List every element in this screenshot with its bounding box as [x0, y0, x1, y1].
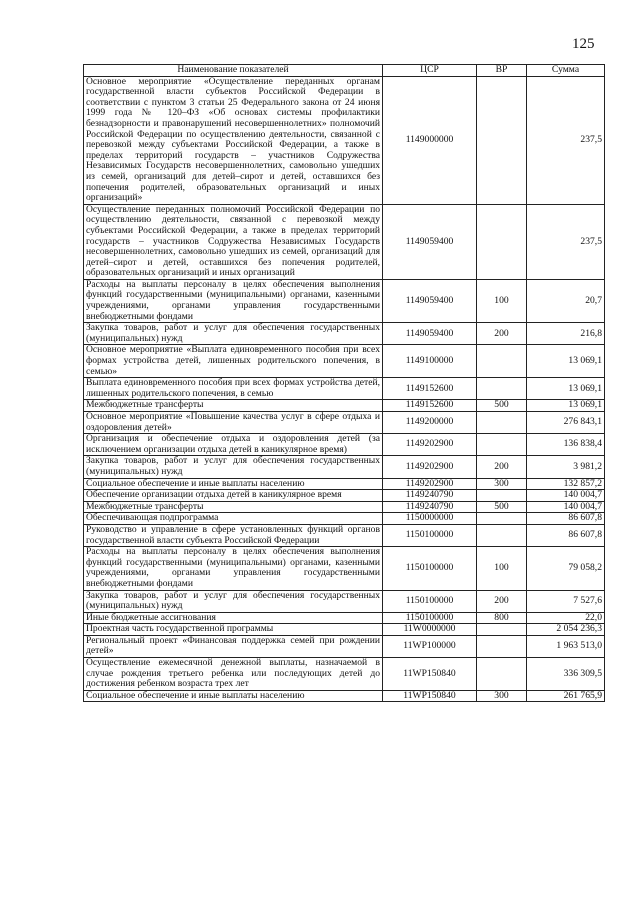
- row-sum: 136 838,4: [527, 434, 605, 456]
- row-vr: 100: [477, 279, 527, 322]
- row-name: Закупка товаров, работ и услуг для обеспечения государственных (муниципальных) нужд: [84, 323, 383, 345]
- row-sum: 20,7: [527, 279, 605, 322]
- table-row: [84, 624, 605, 636]
- row-vr: [477, 513, 527, 525]
- row-vr: 200: [477, 590, 527, 612]
- row-vr: [477, 624, 527, 636]
- row-name: Обеспечение организации отдыха детей в каникулярное время: [84, 490, 383, 502]
- row-sum: 140 004,7: [527, 490, 605, 502]
- row-sum: 86 607,8: [527, 513, 605, 525]
- row-vr: [477, 412, 527, 434]
- row-sum: 261 765,9: [527, 690, 605, 702]
- row-csr: 11WP150840: [383, 658, 477, 691]
- table-row: [84, 456, 605, 478]
- row-csr: 11WP150840: [383, 690, 477, 702]
- row-sum: 86 607,8: [527, 524, 605, 546]
- row-vr: 300: [477, 690, 527, 702]
- row-vr: 500: [477, 501, 527, 513]
- row-name: Выплата единовременного пособия при всех формах устройства детей, лишенных родительского попечения, в семью: [84, 378, 383, 400]
- row-vr: 500: [477, 400, 527, 412]
- table-row: [84, 658, 605, 691]
- row-name: Осуществление ежемесячной денежной выплаты, назначаемой в случае рождения третьего ребенка или последующих детей до достижения ребенком возраста трех лет: [84, 658, 383, 691]
- row-csr: 1149059400: [383, 323, 477, 345]
- header-row: [84, 65, 605, 77]
- row-sum: 13 069,1: [527, 400, 605, 412]
- row-csr: 1149202900: [383, 478, 477, 490]
- row-vr: [477, 434, 527, 456]
- row-sum: 237,5: [527, 76, 605, 204]
- table-row: [84, 323, 605, 345]
- row-sum: 2 054 236,3: [527, 624, 605, 636]
- table-row: [84, 434, 605, 456]
- row-vr: 200: [477, 456, 527, 478]
- table-row: [84, 478, 605, 490]
- row-name: Основное мероприятие «Осуществление переданных органам государственной власти субъектов Российской Федерации в соответствии с пунктом 3 статьи 25 Федерального закона от 24 июня 1999 года № 120–ФЗ «Об основах системы профилактики безнадзорности и правонарушений несовершеннолетних» полномочий Российской Федерации по осуществлению деятельности, связанной с перевозкой между субъектами Российской Федерации, а также в пределах территорий государств – участников Содружества Независимых Государств несовершеннолетних, самовольно ушедших из семей, организаций для детей–сирот и детей, оставшихся без попечения родителей, образовательных организаций и иных организаций»: [84, 76, 383, 204]
- row-vr: [477, 378, 527, 400]
- table-row: [84, 612, 605, 624]
- row-name: Проектная часть государственной программы: [84, 624, 383, 636]
- row-csr: 1149059400: [383, 204, 477, 279]
- row-name: Расходы на выплаты персоналу в целях обеспечения выполнения функций государственными (муниципальными) органами, казенными учреждениями, органами управления государственными внебюджетными фондами: [84, 279, 383, 322]
- row-vr: [477, 204, 527, 279]
- row-sum: 13 069,1: [527, 345, 605, 378]
- table-row: [84, 547, 605, 590]
- row-sum: 132 857,2: [527, 478, 605, 490]
- row-sum: 237,5: [527, 204, 605, 279]
- row-csr: 1150100000: [383, 547, 477, 590]
- row-name: Расходы на выплаты персоналу в целях обеспечения выполнения функций государственными (муниципальными) органами, казенными учреждениями, органами управления государственными внебюджетными фондами: [84, 547, 383, 590]
- row-csr: 1150000000: [383, 513, 477, 525]
- row-csr: 1149152600: [383, 400, 477, 412]
- header-sum: Сумма: [527, 65, 605, 77]
- row-name: Социальное обеспечение и иные выплаты населению: [84, 690, 383, 702]
- row-sum: 22,0: [527, 612, 605, 624]
- row-sum: 216,8: [527, 323, 605, 345]
- row-csr: 11W0000000: [383, 624, 477, 636]
- table-row: [84, 345, 605, 378]
- header-vr: ВР: [477, 65, 527, 77]
- row-vr: [477, 524, 527, 546]
- row-name: Закупка товаров, работ и услуг для обеспечения государственных (муниципальных) нужд: [84, 456, 383, 478]
- row-csr: 1150100000: [383, 590, 477, 612]
- budget-table: [83, 64, 605, 702]
- row-vr: 200: [477, 323, 527, 345]
- row-name: Иные бюджетные ассигнования: [84, 612, 383, 624]
- row-name: Руководство и управление в сфере установленных функций органов государственной власти субъекта Российской Федерации: [84, 524, 383, 546]
- row-csr: 1150100000: [383, 524, 477, 546]
- table-row: [84, 378, 605, 400]
- row-vr: [477, 635, 527, 657]
- table-row: [84, 513, 605, 525]
- header-csr: ЦСР: [383, 65, 477, 77]
- row-vr: [477, 658, 527, 691]
- row-vr: [477, 76, 527, 204]
- row-name: Осуществление переданных полномочий Российской Федерации по осуществлению деятельности, связанной с перевозкой между субъектами Российской Федерации, а также в пределах территорий государств – участников Содружества Независимых Государств несовершеннолетних, самовольно ушедших из семей, организаций для детей–сирот и детей, оставшихся без попечения родителей, образовательных организаций и иных организаций: [84, 204, 383, 279]
- page-number: 125: [572, 36, 595, 52]
- row-vr: [477, 490, 527, 502]
- row-vr: 100: [477, 547, 527, 590]
- row-vr: [477, 345, 527, 378]
- row-name: Обеспечивающая подпрограмма: [84, 513, 383, 525]
- row-sum: 3 981,2: [527, 456, 605, 478]
- header-name: Наименование показателей: [84, 65, 383, 77]
- row-csr: 1149202900: [383, 456, 477, 478]
- row-csr: 1149240790: [383, 501, 477, 513]
- row-name: Основное мероприятие «Повышение качества услуг в сфере отдыха и оздоровления детей»: [84, 412, 383, 434]
- row-name: Межбюджетные трансферты: [84, 400, 383, 412]
- row-sum: 13 069,1: [527, 378, 605, 400]
- table-row: [84, 76, 605, 204]
- row-name: Региональный проект «Финансовая поддержка семей при рождении детей»: [84, 635, 383, 657]
- table-row: [84, 490, 605, 502]
- table-row: [84, 590, 605, 612]
- table-row: [84, 501, 605, 513]
- table-row: [84, 412, 605, 434]
- table-row: [84, 635, 605, 657]
- row-name: Закупка товаров, работ и услуг для обеспечения государственных (муниципальных) нужд: [84, 590, 383, 612]
- table-row: [84, 524, 605, 546]
- table-row: [84, 279, 605, 322]
- row-csr: 11WP100000: [383, 635, 477, 657]
- row-vr: 800: [477, 612, 527, 624]
- row-csr: 1149100000: [383, 345, 477, 378]
- row-name: Социальное обеспечение и иные выплаты населению: [84, 478, 383, 490]
- row-csr: 1149202900: [383, 434, 477, 456]
- row-vr: 300: [477, 478, 527, 490]
- row-sum: 276 843,1: [527, 412, 605, 434]
- table-row: [84, 204, 605, 279]
- row-csr: 1149152600: [383, 378, 477, 400]
- row-name: Межбюджетные трансферты: [84, 501, 383, 513]
- row-csr: 1150100000: [383, 612, 477, 624]
- row-csr: 1149059400: [383, 279, 477, 322]
- row-csr: 1149240790: [383, 490, 477, 502]
- row-sum: 7 527,6: [527, 590, 605, 612]
- row-sum: 79 058,2: [527, 547, 605, 590]
- row-csr: 1149000000: [383, 76, 477, 204]
- row-csr: 1149200000: [383, 412, 477, 434]
- row-sum: 140 004,7: [527, 501, 605, 513]
- row-name: Основное мероприятие «Выплата единовременного пособия при всех формах устройства детей, лишенных родительского попечения, в семью»: [84, 345, 383, 378]
- row-name: Организация и обеспечение отдыха и оздоровления детей (за исключением организации отдыха детей в каникулярное время): [84, 434, 383, 456]
- table-row: [84, 690, 605, 702]
- row-sum: 1 963 513,0: [527, 635, 605, 657]
- row-sum: 336 309,5: [527, 658, 605, 691]
- table-row: [84, 400, 605, 412]
